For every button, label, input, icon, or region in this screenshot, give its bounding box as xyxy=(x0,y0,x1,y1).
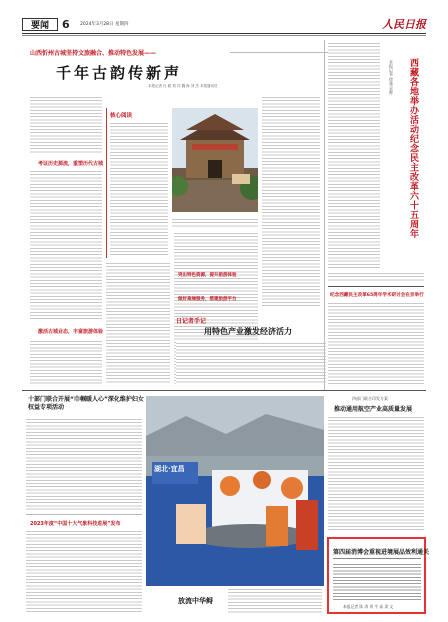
main-photo-caption-title: 放流中华鲟 xyxy=(178,597,213,605)
core-reading-text xyxy=(110,122,168,256)
left-bottom-divider xyxy=(26,514,142,515)
right-center-text xyxy=(262,96,320,306)
center-subhead-2: 做好高端服务，搭建旅游平台 xyxy=(178,297,237,302)
right-mid-text xyxy=(328,302,424,386)
left-bottom-headline: 十部门联合开展“巾帼暖人心”深化维护妇女权益专项活动 xyxy=(28,396,144,411)
highlighted-article-title[interactable]: 第四届消博会重视进境展品效利通关 xyxy=(333,549,430,556)
page-number: 6 xyxy=(62,18,70,31)
left-bottom-sub-text xyxy=(26,530,142,614)
photo-sign-text: 湖北·宜昌 xyxy=(154,465,185,473)
highlighted-article-byline: 本报记者 陈 涛 刘 平 高 肃 文 xyxy=(343,604,394,609)
top-story-subhead-1: 考证历史源流，重塑历代古城 xyxy=(38,161,104,167)
core-reading-title: 核心阅读 xyxy=(110,113,133,119)
sidebar-byline: 本报记者 徐驰 袁晔 xyxy=(389,60,394,95)
sturgeon-release-photo xyxy=(146,396,324,586)
top-story-text-col1c xyxy=(30,340,102,384)
sidebar-text-end xyxy=(328,272,424,282)
right-bottom-headline: 推动通用航空产业高质量发展 xyxy=(334,406,413,413)
sidebar-headline: 西藏各地举办活动纪念民主改革六十五周年 xyxy=(408,58,418,239)
top-photo-caption-lines xyxy=(172,218,258,228)
center-text-col1 xyxy=(106,262,170,384)
page-header xyxy=(22,18,426,32)
section-label: 要闻 xyxy=(30,21,49,31)
newspaper-logo: 人民日报 xyxy=(382,18,426,31)
top-story-text-col1b xyxy=(30,170,102,320)
highlighted-article-text xyxy=(333,563,421,601)
column-story-headline: 用特色产业激发经济活力 xyxy=(204,327,292,336)
top-story-headline: 千年古韵传新声 xyxy=(56,64,183,82)
issue-date: 2024年3月28日 星期四 xyxy=(80,22,129,27)
top-story-subhead-2: 激活古城业态，丰富旅游体验 xyxy=(38,329,104,335)
sturgeon-photo-image xyxy=(146,396,324,586)
left-bottom-text xyxy=(26,418,142,510)
header-rule xyxy=(22,33,426,34)
highlighted-article-rule xyxy=(333,558,421,559)
section-label-box xyxy=(22,18,58,31)
column-story-kicker: 日记者手记 xyxy=(176,318,207,325)
center-subhead-1: 突出特色资源，提升旅游体验 xyxy=(178,273,237,278)
ancient-city-photo xyxy=(172,108,258,212)
left-bottom-subheadline: 2023年度“中国十大气象科技进展”发布 xyxy=(30,521,121,527)
top-story-byline: 本报记者 付 聪 郑 洋 魏 海 刘 杰 本报通讯员 xyxy=(148,84,218,88)
right-mid-rule xyxy=(328,286,424,287)
header-rule-secondary xyxy=(22,35,426,36)
top-story-text-col1a xyxy=(30,96,102,154)
gate-tower-image xyxy=(172,108,258,212)
column-story-text xyxy=(176,342,326,384)
sidebar-text-col1 xyxy=(328,42,380,268)
main-photo-caption-text xyxy=(228,588,322,614)
top-story-kicker: 山西忻州古城坚持文旅融合、推动特色发展—— xyxy=(30,50,157,57)
sidebar-divider xyxy=(324,40,325,390)
right-mid-headline: 纪念西藏民主改革65周年学术研讨会在京举行 xyxy=(330,293,424,298)
lower-section-rule xyxy=(22,390,426,391)
right-bottom-text xyxy=(328,416,424,532)
right-bottom-kicker: 四部门联合印发方案 xyxy=(352,396,388,401)
